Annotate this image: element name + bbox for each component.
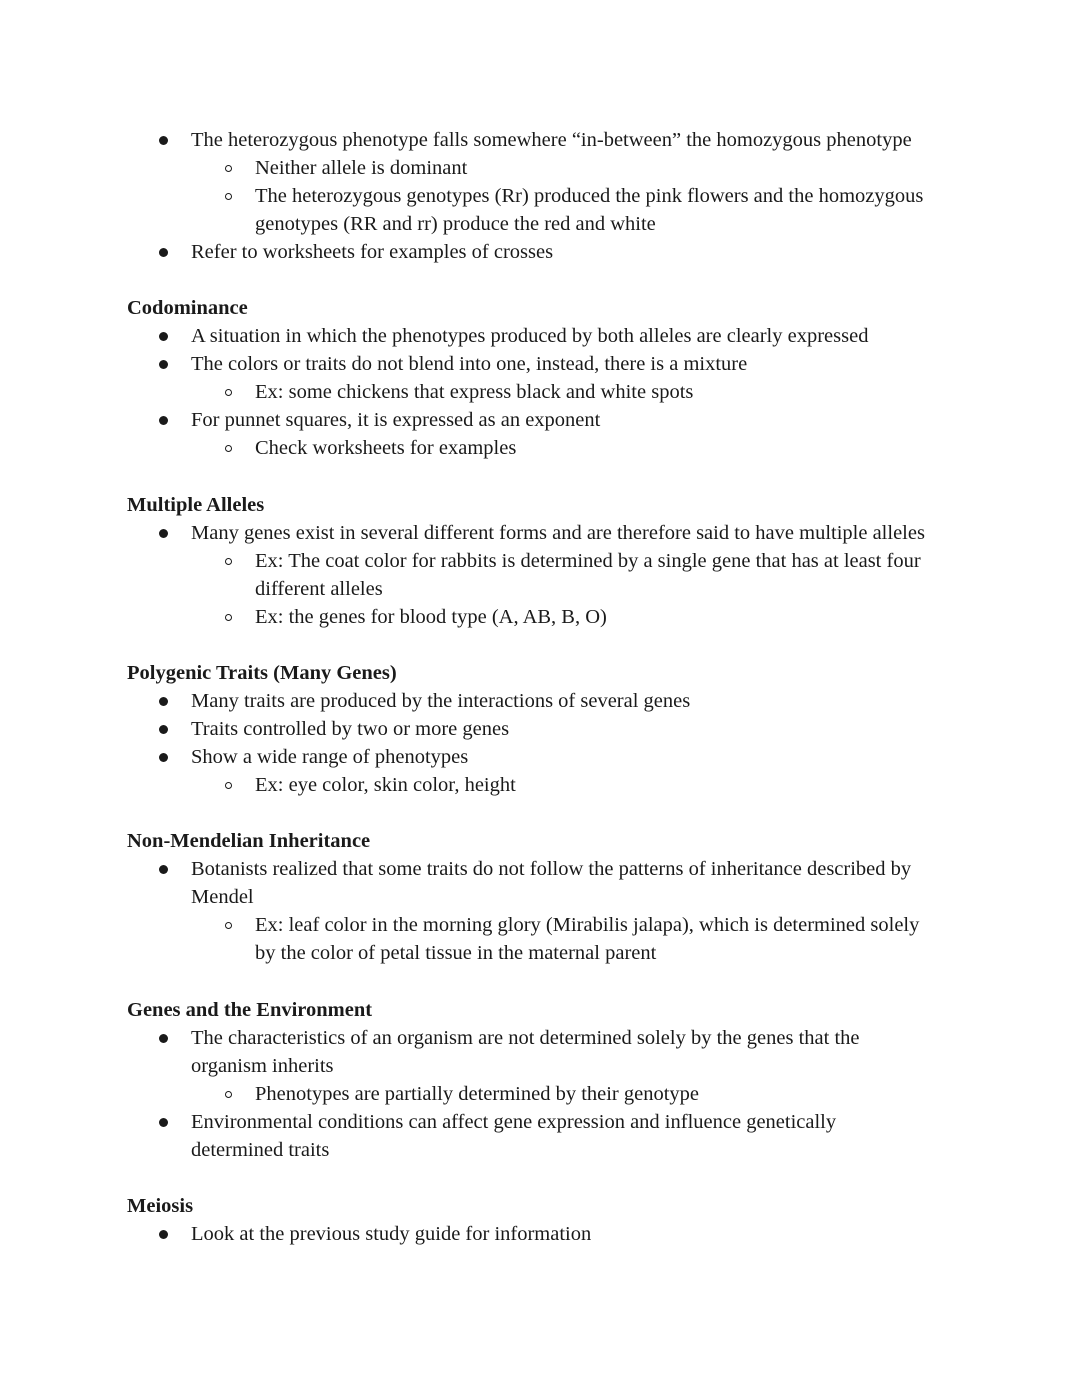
section-heading: Multiple Alleles [127, 494, 265, 516]
bullet-icon [159, 1230, 168, 1239]
list-item: Environmental conditions can affect gene expression and influence genetically [191, 1111, 837, 1133]
bullet-icon [159, 360, 168, 369]
sub-list-item: Ex: the genes for blood type (A, AB, B, O) [255, 606, 607, 628]
sub-list-item-continued: different alleles [255, 578, 383, 600]
list-item: Botanists realized that some traits do not follow the patterns of inheritance described by [191, 858, 912, 880]
hollow-bullet-icon [225, 782, 232, 789]
section-heading: Polygenic Traits (Many Genes) [127, 662, 397, 684]
list-item: Many genes exist in several different forms and are therefore said to have multiple alleles [191, 522, 925, 544]
section-heading: Genes and the Environment [127, 999, 373, 1021]
bullet-icon [159, 1034, 168, 1043]
list-item-continued: Mendel [191, 886, 254, 908]
bullet-icon [159, 753, 168, 762]
sub-list-item-continued: genotypes (RR and rr) produce the red and white [255, 213, 656, 235]
hollow-bullet-icon [225, 193, 232, 200]
bullet-icon [159, 248, 168, 257]
list-item: Traits controlled by two or more genes [191, 718, 510, 740]
list-item: Many traits are produced by the interactions of several genes [191, 690, 691, 712]
bullet-icon [159, 136, 168, 145]
hollow-bullet-icon [225, 389, 232, 396]
list-item: Refer to worksheets for examples of crosses [191, 241, 554, 263]
sub-list-item: Check worksheets for examples [255, 437, 517, 459]
bullet-icon [159, 1118, 168, 1127]
sub-list-item-continued: by the color of petal tissue in the maternal parent [255, 942, 657, 964]
hollow-bullet-icon [225, 558, 232, 565]
sub-list-item: Phenotypes are partially determined by their genotype [255, 1083, 700, 1105]
section-heading: Meiosis [127, 1195, 194, 1217]
hollow-bullet-icon [225, 614, 232, 621]
section-heading: Non-Mendelian Inheritance [127, 830, 371, 852]
bullet-icon [159, 725, 168, 734]
list-item: A situation in which the phenotypes produced by both alleles are clearly expressed [191, 325, 869, 347]
bullet-icon [159, 416, 168, 425]
sub-list-item: Ex: The coat color for rabbits is determined by a single gene that has at least four [255, 550, 921, 572]
list-item-continued: organism inherits [191, 1055, 334, 1077]
sub-list-item: The heterozygous genotypes (Rr) produced the pink flowers and the homozygous [255, 185, 924, 207]
list-item: The characteristics of an organism are not determined solely by the genes that the [191, 1027, 860, 1049]
sub-list-item: Neither allele is dominant [255, 157, 468, 179]
list-item: For punnet squares, it is expressed as an exponent [191, 409, 601, 431]
list-item: Show a wide range of phenotypes [191, 746, 469, 768]
sub-list-item: Ex: eye color, skin color, height [255, 774, 516, 796]
hollow-bullet-icon [225, 445, 232, 452]
bullet-icon [159, 332, 168, 341]
hollow-bullet-icon [225, 165, 232, 172]
hollow-bullet-icon [225, 922, 232, 929]
bullet-icon [159, 529, 168, 538]
hollow-bullet-icon [225, 1091, 232, 1098]
bullet-icon [159, 865, 168, 874]
list-item: Look at the previous study guide for information [191, 1223, 592, 1245]
list-item-continued: determined traits [191, 1139, 330, 1161]
section-heading: Codominance [127, 297, 248, 319]
bullet-icon [159, 697, 168, 706]
sub-list-item: Ex: leaf color in the morning glory (Mirabilis jalapa), which is determined solely [255, 914, 920, 936]
list-item: The heterozygous phenotype falls somewhere “in-between” the homozygous phenotype [191, 129, 912, 151]
sub-list-item: Ex: some chickens that express black and white spots [255, 381, 694, 403]
list-item: The colors or traits do not blend into one, instead, there is a mixture [191, 353, 748, 375]
